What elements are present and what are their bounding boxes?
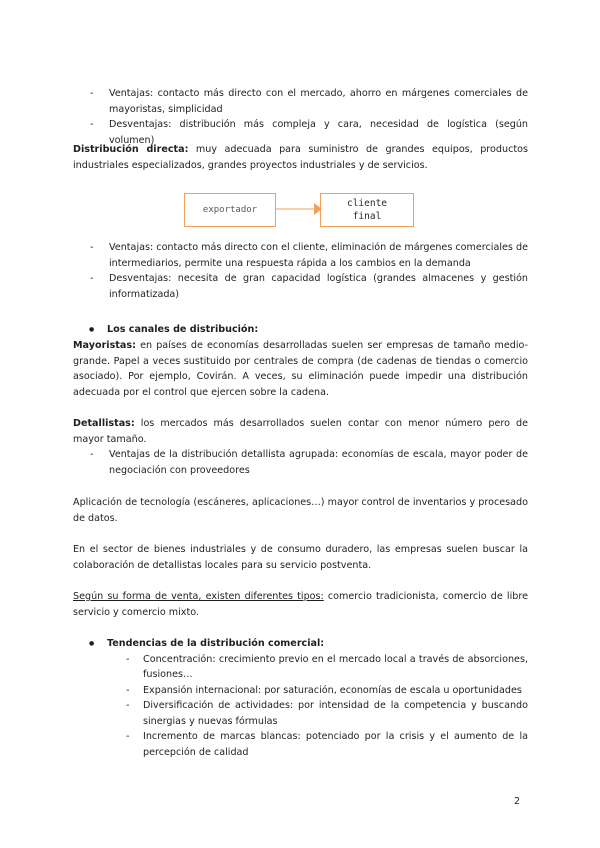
exportador-label: exportador: [202, 205, 258, 215]
list-item: - Ventajas de la distribución detallista agrupada: economías de escala, mayor poder de negociación con proveedores: [73, 447, 528, 478]
directa-label: Distribución directa:: [73, 144, 189, 155]
list-item: - Expansión internacional: por saturación, economías de escala u oportunidades: [73, 683, 528, 699]
list-item: - Desventajas: necesita de gran capacidad logística (grandes almacenes y gestión informatizada): [73, 271, 528, 302]
tendencias-section: [73, 636, 528, 760]
tecnologia-paragraph: Aplicación de tecnología (escáneres, aplicaciones…) mayor control de inventarios y procesado de datos.: [73, 497, 528, 524]
list-item: - Incremento de marcas blancas: potenciado por la crisis y el aumento de la percepción de calidad: [73, 729, 528, 760]
final-label: final: [352, 211, 382, 222]
detallistas-paragraph: [73, 416, 528, 478]
mayoristas-text: en países de economías desarrolladas suelen ser empresas de tamaño medio-grande. Papel a veces sustituido por centrales de compra (de cadenas de tiendas o comercio asociado). Por ejemplo, Covirán. A veces, su eliminación puede impedir una distribución adecuada por el control que ejercen sobre la cadena.: [73, 340, 528, 398]
tipos-underline: Según su forma de venta, existen diferentes tipos:: [73, 591, 324, 602]
tipos-paragraph: [73, 589, 528, 620]
tendencias-heading-text: Tendencias de la distribución comercial:: [107, 638, 325, 649]
detallistas-text: los mercados más desarrollados suelen contar con menor número pero de mayor tamaño.: [73, 418, 528, 445]
list-item: - Desventajas: distribución más compleja y cara, necesidad de logística (según volumen): [73, 117, 528, 148]
list-item: - Ventajas: contacto más directo con el mercado, ahorro en márgenes comerciales de mayoristas, simplicidad: [73, 86, 528, 117]
mayoristas-paragraph: [73, 338, 528, 400]
canales-heading-text: Los canales de distribución:: [107, 324, 259, 335]
exportador-box: [184, 193, 276, 227]
list-item: - Concentración: crecimiento previo en el mercado local a través de absorciones, fusiones…: [73, 652, 528, 683]
ventajas-directa-list: [73, 240, 528, 302]
list-item: - Ventajas: contacto más directo con el cliente, eliminación de márgenes comerciales de intermediarios, permite una respuesta rápida a los cambios en la demanda: [73, 240, 528, 271]
industriales-paragraph: En el sector de bienes industriales y de consumo duradero, las empresas suelen buscar la colaboración de detallistas locales para su servicio postventa.: [73, 544, 528, 571]
detallistas-label: Detallistas:: [73, 418, 135, 429]
tipos-text: comercio tradicionista, comercio de libre servicio y comercio mixto.: [73, 591, 528, 618]
canales-heading: [73, 322, 528, 338]
cliente-label: cliente: [346, 198, 388, 209]
directa-paragraph: [73, 142, 528, 173]
mayoristas-label: Mayoristas:: [73, 340, 136, 351]
page-number: 2: [514, 796, 521, 807]
list-item: - Diversificación de actividades: por intensidad de la competencia y buscando sinergias y nuevas fórmulas: [73, 698, 528, 729]
ventajas-indirecta-list: [73, 86, 528, 148]
directa-text: muy adecuada para suministro de grandes equipos, productos industriales especializados, grandes proyectos industriales y de servicios.: [73, 144, 528, 171]
cliente-final-box: [320, 193, 414, 227]
